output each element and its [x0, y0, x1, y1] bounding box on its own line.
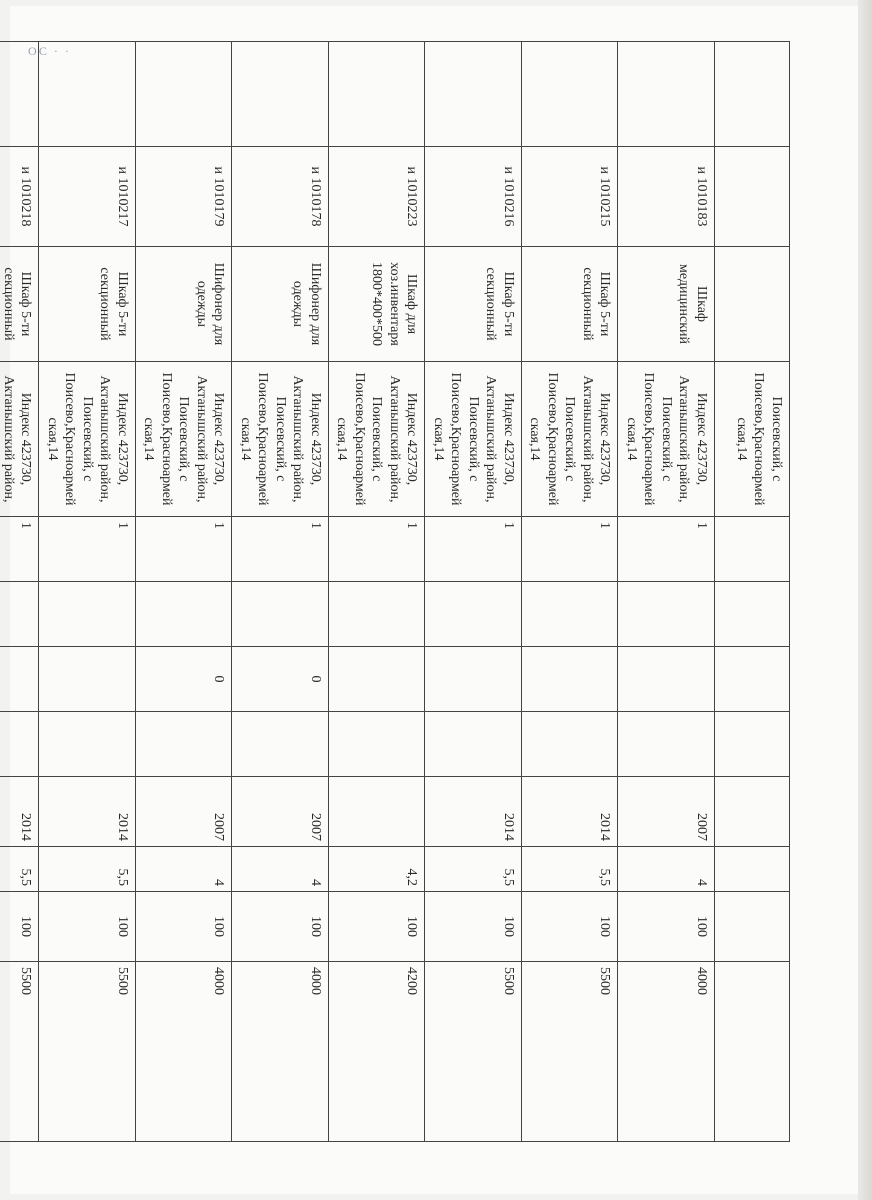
year-cell: 2007 [618, 777, 715, 847]
rotated-table-wrapper [1, 41, 790, 1141]
amount-cell: 5500 [522, 962, 619, 1142]
quantity-cell: 1 [39, 517, 136, 582]
table-row [522, 42, 619, 1142]
year-cell: 2014 [522, 777, 619, 847]
year-cell: 2014 [0, 777, 39, 847]
item-name: Шкаф 5-ти секционный [0, 247, 39, 362]
value-cell [329, 647, 426, 712]
empty-cell [0, 582, 39, 647]
quantity-cell: 1 [136, 517, 233, 582]
value-cell: 5,5 [0, 847, 39, 892]
inventory-table [0, 41, 790, 1142]
percent-cell: 100 [425, 892, 522, 962]
amount-cell: 4200 [329, 962, 426, 1142]
quantity-cell: 1 [618, 517, 715, 582]
page-edge-shadow [858, 0, 872, 1200]
table-row [232, 42, 329, 1142]
item-name: Шкаф для хоз.инвентаря 1800*400*500 [329, 247, 426, 362]
corner-mark: ОС · · [28, 44, 71, 58]
year-cell: 2007 [232, 777, 329, 847]
item-name: Шкаф 5-ти секционный [39, 247, 136, 362]
value-cell [618, 647, 715, 712]
item-name: Шифонер для одежды [136, 247, 233, 362]
amount-cell: 4000 [618, 962, 715, 1142]
quantity-cell: 1 [522, 517, 619, 582]
inventory-number: и 1010179 [136, 147, 233, 247]
address-cell: Индекс 423730, Актанышский район, Поисевский, с Поисево,Красноармей ская,14 [39, 362, 136, 517]
item-name: Шкаф 5-ти секционный [425, 247, 522, 362]
table-row [0, 42, 39, 1142]
year-cell: 2007 [136, 777, 233, 847]
amount-cell: 4000 [232, 962, 329, 1142]
value-cell [522, 647, 619, 712]
table-row [618, 42, 715, 1142]
item-name: Шкаф медицинский [618, 247, 715, 362]
address-cell: Поисевский, с Поисево,Красноармей ская,14 [715, 362, 790, 517]
item-name: Шкаф 5-ти секционный [522, 247, 619, 362]
inventory-number: и 1010223 [329, 147, 426, 247]
quantity-cell: 1 [0, 517, 39, 582]
quantity-cell: 1 [425, 517, 522, 582]
value-cell: 4 [232, 847, 329, 892]
empty-cell [232, 582, 329, 647]
value-cell: 5,5 [522, 847, 619, 892]
address-cell: Индекс 423730, Актанышский район, Поисевский, с Поисево,Красноармей ская,14 [136, 362, 233, 517]
empty-cell [425, 582, 522, 647]
amount-cell: 5500 [0, 962, 39, 1142]
value-cell [425, 647, 522, 712]
quantity-cell: 1 [329, 517, 426, 582]
amount-cell: 4000 [136, 962, 233, 1142]
address-cell: Индекс 423730, Актанышский район, Поисевский, с Поисево,Красноармей ская,14 [232, 362, 329, 517]
value-cell: 4,2 [329, 847, 426, 892]
inventory-number: и 1010178 [232, 147, 329, 247]
amount-cell: 5500 [425, 962, 522, 1142]
value-cell: 4 [618, 847, 715, 892]
percent-cell: 100 [618, 892, 715, 962]
empty-cell [136, 582, 233, 647]
address-cell: Индекс 423730, Актанышский район, Поисевский, с Поисево,Красноармей ская,14 [522, 362, 619, 517]
address-cell: Индекс 423730, Актанышский район, Поисевский, с Поисево,Красноармей ская,14 [618, 362, 715, 517]
percent-cell: 100 [232, 892, 329, 962]
year-cell [329, 777, 426, 847]
table-row [425, 42, 522, 1142]
percent-cell: 100 [329, 892, 426, 962]
empty-cell [329, 582, 426, 647]
quantity-cell: 1 [232, 517, 329, 582]
address-cell: Индекс 423730, Актанышский район, [0, 362, 39, 517]
value-cell [39, 647, 136, 712]
value-cell [0, 647, 39, 712]
table-row-continued [715, 42, 790, 1142]
inventory-number: и 1010217 [39, 147, 136, 247]
table-row [329, 42, 426, 1142]
table-row [136, 42, 233, 1142]
year-cell: 2014 [425, 777, 522, 847]
inventory-number: и 1010183 [618, 147, 715, 247]
empty-cell [618, 582, 715, 647]
inventory-number: и 1010215 [522, 147, 619, 247]
value-cell: 5,5 [39, 847, 136, 892]
percent-cell: 100 [39, 892, 136, 962]
percent-cell: 100 [0, 892, 39, 962]
empty-cell [39, 582, 136, 647]
percent-cell: 100 [136, 892, 233, 962]
year-cell: 2014 [39, 777, 136, 847]
value-cell: 0 [232, 647, 329, 712]
value-cell: 5,5 [425, 847, 522, 892]
table-row [39, 42, 136, 1142]
percent-cell: 100 [522, 892, 619, 962]
address-cell: Индекс 423730, Актанышский район, Поисевский, с Поисево,Красноармей ская,14 [425, 362, 522, 517]
value-cell: 4 [136, 847, 233, 892]
amount-cell: 5500 [39, 962, 136, 1142]
document-sheet [1, 6, 862, 1194]
address-cell: Индекс 423730, Актанышский район, Поисевский, с Поисево,Красноармей ская,14 [329, 362, 426, 517]
item-name: Шифонер для одежды [232, 247, 329, 362]
value-cell: 0 [136, 647, 233, 712]
empty-cell [522, 582, 619, 647]
inventory-number: и 1010218 [0, 147, 39, 247]
inventory-number: и 1010216 [425, 147, 522, 247]
